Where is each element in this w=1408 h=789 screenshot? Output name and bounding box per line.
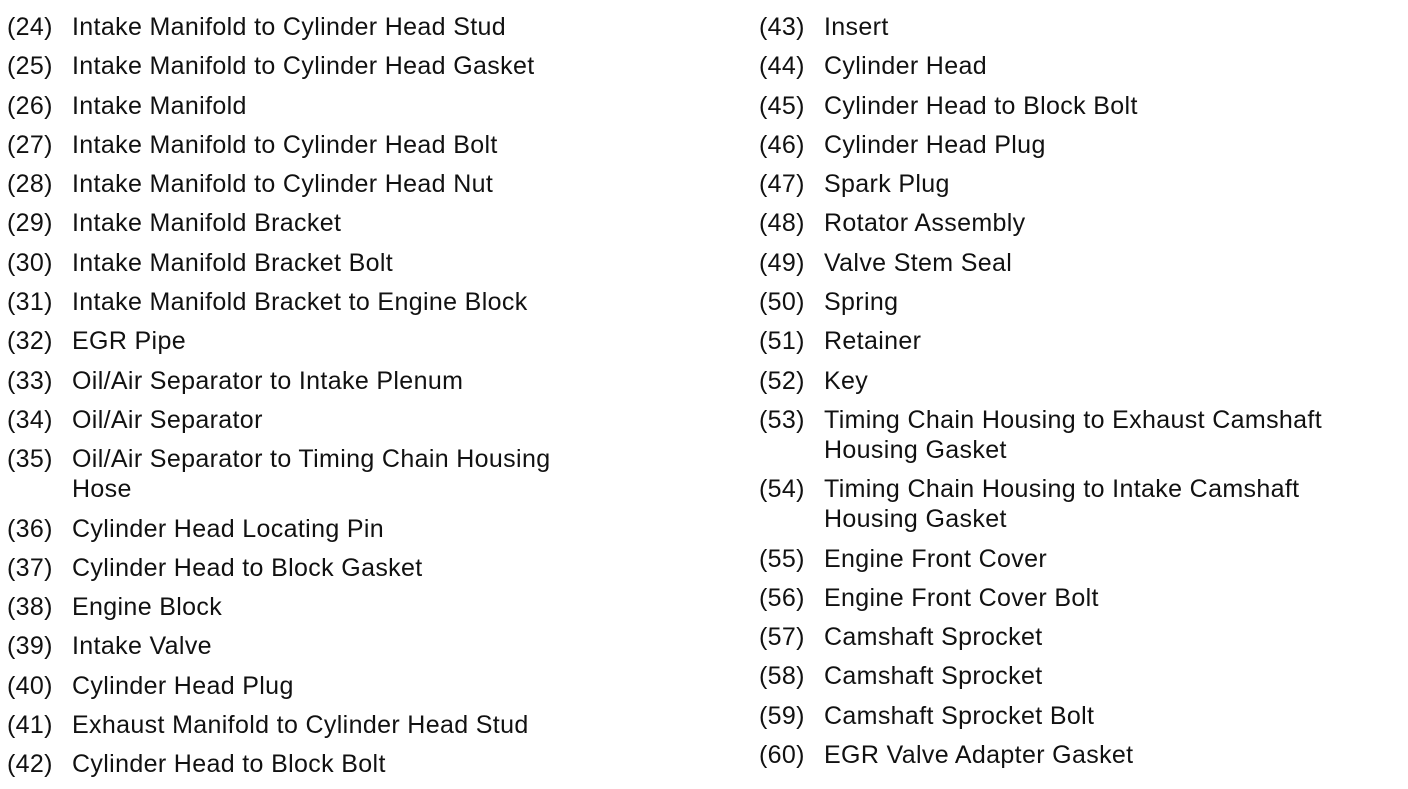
item-number: (49) <box>759 248 805 277</box>
legend-item <box>759 326 1399 356</box>
legend-item <box>7 710 647 740</box>
item-label: Intake Manifold <box>72 91 247 120</box>
item-number: (28) <box>7 170 53 199</box>
item-number: (42) <box>7 750 53 779</box>
item-label: Spring <box>824 288 899 317</box>
item-number: (57) <box>759 623 805 652</box>
item-label: Key <box>824 366 869 395</box>
item-number: (60) <box>759 741 805 770</box>
item-label: Oil/Air Separator <box>72 405 263 434</box>
item-label: Oil/Air Separator to Timing Chain Housing Hose <box>72 445 551 504</box>
item-number: (48) <box>759 209 805 238</box>
item-number: (41) <box>7 711 53 740</box>
item-label: EGR Valve Adapter Gasket <box>824 741 1134 770</box>
item-label: Cylinder Head Plug <box>72 671 294 700</box>
item-label: Intake Manifold to Cylinder Head Nut <box>72 170 494 199</box>
legend-item <box>759 130 1399 160</box>
item-label: Cylinder Head Plug <box>824 130 1046 159</box>
legend-item <box>7 405 647 435</box>
item-label: Intake Manifold Bracket to Engine Block <box>72 288 528 317</box>
item-number: (35) <box>7 445 53 474</box>
item-label: Intake Valve <box>72 632 212 661</box>
legend-item <box>759 701 1399 731</box>
legend-item <box>7 169 647 199</box>
item-number: (44) <box>759 52 805 81</box>
legend-item <box>7 631 647 661</box>
legend-item <box>7 208 647 238</box>
item-label: Engine Front Cover <box>824 544 1048 573</box>
left-column <box>7 12 647 789</box>
legend-item <box>7 592 647 622</box>
legend-item <box>759 91 1399 121</box>
item-label: Intake Manifold to Cylinder Head Bolt <box>72 130 498 159</box>
item-label: Valve Stem Seal <box>824 248 1013 277</box>
item-label: Timing Chain Housing to Intake Camshaft Housing Gasket <box>824 475 1300 534</box>
item-number: (27) <box>7 130 53 159</box>
item-label: Intake Manifold Bracket <box>72 209 342 238</box>
item-number: (26) <box>7 91 53 120</box>
legend-item <box>759 51 1399 81</box>
legend-item <box>759 169 1399 199</box>
item-label: Camshaft Sprocket <box>824 623 1043 652</box>
legend-item <box>759 740 1399 770</box>
legend-item <box>7 248 647 278</box>
item-label: Engine Front Cover Bolt <box>824 583 1099 612</box>
legend-item <box>759 248 1399 278</box>
item-number: (37) <box>7 553 53 582</box>
item-number: (45) <box>759 91 805 120</box>
item-number: (34) <box>7 405 53 434</box>
item-label: Rotator Assembly <box>824 209 1026 238</box>
item-number: (40) <box>7 671 53 700</box>
legend-item <box>7 749 647 779</box>
legend-item <box>7 671 647 701</box>
item-label: Cylinder Head <box>824 52 987 81</box>
item-label: EGR Pipe <box>72 327 186 356</box>
item-number: (54) <box>759 475 805 504</box>
item-number: (46) <box>759 130 805 159</box>
item-label: Retainer <box>824 327 922 356</box>
item-number: (30) <box>7 248 53 277</box>
item-label: Camshaft Sprocket <box>824 662 1043 691</box>
item-label: Timing Chain Housing to Exhaust Camshaft Housing Gasket <box>824 405 1323 464</box>
item-number: (36) <box>7 514 53 543</box>
item-label: Insert <box>824 13 889 41</box>
legend-item <box>759 544 1399 574</box>
legend-item <box>7 287 647 317</box>
item-number: (38) <box>7 593 53 622</box>
legend-item <box>7 444 647 504</box>
item-number: (51) <box>759 327 805 356</box>
item-number: (24) <box>7 13 53 41</box>
item-number: (32) <box>7 327 53 356</box>
item-label: Oil/Air Separator to Intake Plenum <box>72 366 464 395</box>
item-label: Cylinder Head to Block Gasket <box>72 553 423 582</box>
item-label: Cylinder Head to Block Bolt <box>72 750 386 779</box>
item-label: Intake Manifold to Cylinder Head Gasket <box>72 52 535 81</box>
legend-item <box>759 287 1399 317</box>
item-label: Engine Block <box>72 593 223 622</box>
item-number: (29) <box>7 209 53 238</box>
item-label: Camshaft Sprocket Bolt <box>824 701 1095 730</box>
legend-item <box>759 622 1399 652</box>
legend-item <box>7 553 647 583</box>
item-number: (47) <box>759 170 805 199</box>
item-label: Intake Manifold to Cylinder Head Stud <box>72 13 507 41</box>
legend-item <box>759 12 1399 42</box>
item-number: (33) <box>7 366 53 395</box>
item-label: Exhaust Manifold to Cylinder Head Stud <box>72 711 529 740</box>
item-number: (56) <box>759 583 805 612</box>
legend-item <box>759 474 1399 534</box>
item-label: Intake Manifold Bracket Bolt <box>72 248 394 277</box>
legend-item <box>759 661 1399 691</box>
legend-item <box>7 51 647 81</box>
item-label: Spark Plug <box>824 170 950 199</box>
item-number: (58) <box>759 662 805 691</box>
item-label: Cylinder Head to Block Bolt <box>824 91 1138 120</box>
item-number: (55) <box>759 544 805 573</box>
legend-item <box>759 405 1399 465</box>
item-label: Cylinder Head Locating Pin <box>72 514 385 543</box>
legend-item <box>7 130 647 160</box>
item-number: (59) <box>759 701 805 730</box>
item-number: (53) <box>759 405 805 434</box>
legend-item <box>7 326 647 356</box>
legend-item <box>7 12 647 42</box>
item-number: (43) <box>759 13 805 41</box>
legend-item <box>759 366 1399 396</box>
item-number: (52) <box>759 366 805 395</box>
legend-item <box>7 514 647 544</box>
item-number: (31) <box>7 288 53 317</box>
item-number: (39) <box>7 632 53 661</box>
item-number: (50) <box>759 288 805 317</box>
legend-item <box>759 208 1399 238</box>
item-number: (25) <box>7 52 53 81</box>
legend-item <box>7 366 647 396</box>
legend-item <box>759 583 1399 613</box>
right-column <box>759 12 1399 779</box>
legend-item <box>7 91 647 121</box>
